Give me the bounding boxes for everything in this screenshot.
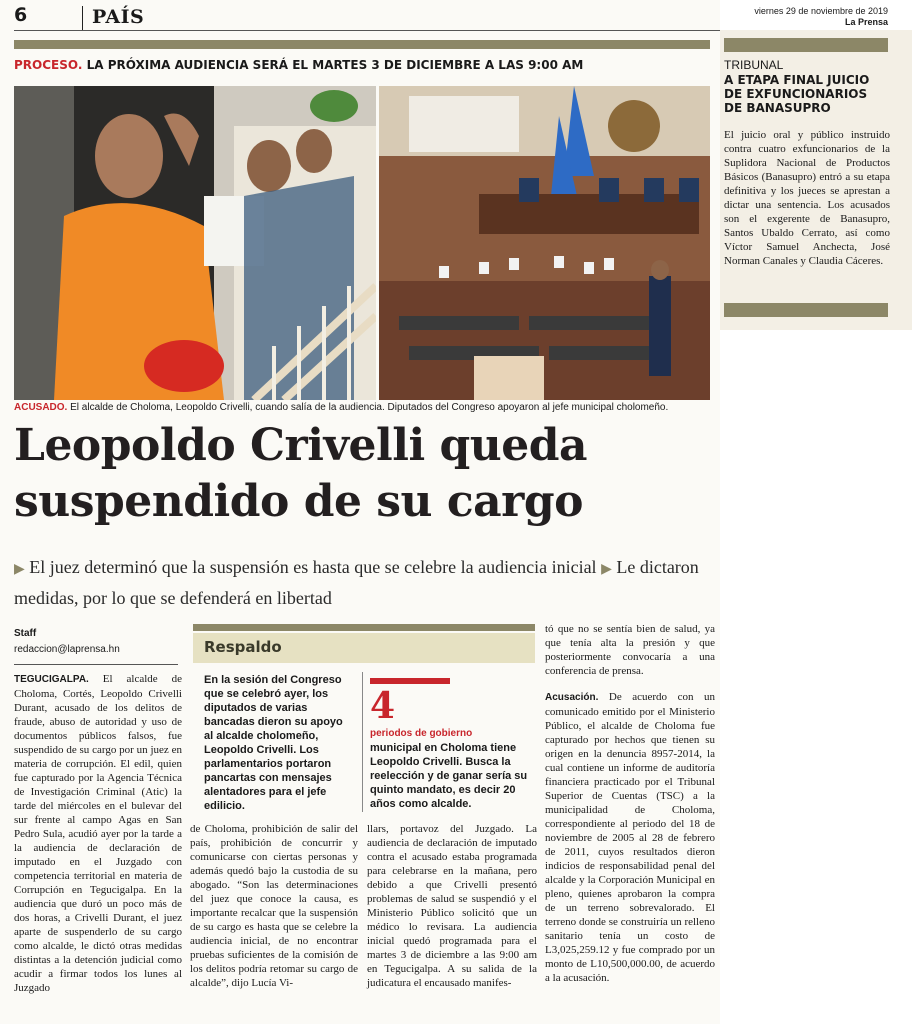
byline-rule bbox=[14, 664, 178, 665]
respaldo-top-bar bbox=[193, 624, 535, 631]
photo-caption bbox=[14, 402, 714, 413]
section-title: PAÍS bbox=[92, 6, 145, 28]
header-date bbox=[754, 6, 888, 28]
caption-text: El alcalde de Choloma, Leopoldo Crivelli, cuando salía de la audiencia. Diputados del Congreso apoyaron al jefe municipal cholomeño. bbox=[70, 402, 669, 413]
paper-name: La Prensa bbox=[844, 17, 888, 27]
kicker bbox=[14, 58, 583, 72]
byline-email: redaccion@laprensa.hn bbox=[14, 644, 120, 655]
dateline: TEGUCIGALPA. bbox=[14, 674, 89, 685]
section-bar bbox=[14, 40, 710, 49]
fact-label: periodos de gobierno bbox=[370, 728, 473, 739]
date-text: viernes 29 de noviembre de 2019 bbox=[754, 6, 888, 16]
body-column-2: de Choloma, prohibición de salir del país, prohibición de concurrir y comunicarse con ciertas personas y además quedó bajo la custodia de su abogado. “Son las determinaciones del juez que conoce la causa, es importante recalcar que la suspensión de su cargo es hasta que se celebre la audiencia inicial, de no encontrar pruebas suficientes de la comisión de los delitos podría retomar su cargo de alcalde”, dijo Lucía Vi- bbox=[190, 823, 358, 989]
byline bbox=[14, 626, 182, 658]
body-column-4-top: tó que no se sentía bien de salud, ya que tenía alta la presión y que posteriormente convocaría a una conferencia de prensa. bbox=[545, 623, 715, 677]
congress-photo-illustration bbox=[379, 86, 710, 400]
deck-triangle-icon: ▶ bbox=[601, 562, 612, 577]
fact-number: 4 bbox=[370, 685, 396, 727]
header-divider bbox=[82, 6, 83, 30]
subhead-acusacion: Acusación. bbox=[545, 692, 599, 703]
caption-label: ACUSADO. bbox=[14, 402, 68, 413]
sidebar-bottom-bar bbox=[724, 303, 888, 317]
fact-red-bar bbox=[370, 678, 450, 684]
byline-name: Staff bbox=[14, 628, 37, 639]
respaldo-divider bbox=[362, 672, 363, 812]
body-column-4-text: De acuerdo con un comunicado emitido por el Ministerio Público, el alcalde de Choloma fue capturado por hechos que tienen su origen en la denuncia 8957-2014, la cual contiene un informe de auditoría financiera practicado por el Tribunal Superior de Cuentas (TSC) a la municipalidad de Choloma, correspondiente al periodo del 18 de noviembre de 2005 al 28 de febrero de 2011, cuyos resultados dieron indicios de responsabilidad penal del alcalde y la Corporación Municipal en pleno, quienes aprobaron la compra de un terreno sobrevalorado. El terreno donde se construiría un relleno sanitario tenía un costo de L3,025,259.12 y fue comprado por un monto de L10,500,000.00, de acuerdo a la acusación. bbox=[545, 691, 715, 984]
deck-triangle-icon: ▶ bbox=[14, 562, 25, 577]
sidebar-title: A ETAPA FINAL JUICIO DE EXFUNCIONARIOS DE BANASUPRO bbox=[724, 73, 870, 115]
headline: Leopoldo Crivelli queda suspendido de su cargo bbox=[14, 420, 588, 527]
respaldo-title: Respaldo bbox=[204, 638, 282, 656]
page-number: 6 bbox=[14, 4, 28, 26]
body-column-3: llars, portavoz del Juzgado. La audiencia de declaración de imputado contra el acusado estaba programada para celebrarse en la mañana, pero debido a que Crivelli presentó problemas de salud se suspendió y el Ministerio Público solicitó que un médico lo revisara. La audiencia inicial quedó programada para el martes 3 de diciembre a las 9:00 am en Tegucigalpa. A su salida de la judicatura el encausado manifes- bbox=[367, 823, 537, 989]
kicker-text: LA PRÓXIMA AUDIENCIA SERÁ EL MARTES 3 DE DICIEMBRE A LAS 9:00 AM bbox=[86, 58, 584, 72]
respaldo-text: En la sesión del Congreso que se celebró ayer, los diputados de varias bancadas dieron su apoyo al alcalde cholomeño, Leopoldo Crivelli. Los parlamentarios portaron pancartas con mensajes alentadores para el jefe edilicio. bbox=[204, 674, 343, 812]
mayor-photo bbox=[14, 86, 376, 400]
mayor-photo-illustration bbox=[14, 86, 376, 400]
sidebar-text: El juicio oral y público instruido contra cuatro exfuncionarios de la Suplidora Nacional de Productos Básicos (Banasupro) entró a su etapa definitiva y los jueces se aprestan a dictar una sentencia. Los acusados son el exgerente de Banasupro, Santos Ubaldo Cerrato, así como Víctor Samuel Anchecta, José Norman Canales y Claudia Cáceres. bbox=[724, 129, 890, 267]
body-column-4 bbox=[545, 690, 715, 985]
sidebar-tag: TRIBUNAL bbox=[724, 58, 784, 72]
deck-first: El juez determinó que la suspensión es hasta que se celebre la audiencia inicial bbox=[29, 557, 597, 577]
body-column-1-text: El alcalde de Choloma, Cortés, Leopoldo Crivelli Durant, acusado de los delitos de fraude, abuso de autoridad y uso de documentos públicos falsos, fue suspendido de su cargo por un juez en materia de corrupción. El edil, quien fue capturado por la Agencia Técnica de Investigación Criminal (Atic) la tarde del miércoles en el bulevar del sur frente al campo Agas en San Pedro Sula, acudió ayer por la tarde a la audiencia de declaración de imputado en el Juzgado con competencia territorial en materia de Corrupción en Tegucigalpa. En la audiencia que duró un poco más de dos horas, a Crivelli Durant, el juez aparte de suspenderlo de su cargo como alcalde, le dictó otras medidas distintas a la detención judicial como acudir a firmar todos los lunes al Juzgado bbox=[14, 673, 182, 994]
sidebar-top-bar bbox=[724, 38, 888, 52]
deck-second: Le dictaron medidas, por lo que se defenderá en libertad bbox=[14, 557, 699, 608]
body-column-1 bbox=[14, 672, 182, 995]
congress-photo bbox=[379, 86, 710, 400]
kicker-label: PROCESO. bbox=[14, 58, 83, 72]
deck bbox=[14, 553, 714, 612]
fact-text: municipal en Choloma tiene Leopoldo Crivelli. Busca la reelección y de ganar sería su quinto mandato, es decir 20 años como alcalde. bbox=[370, 742, 528, 810]
